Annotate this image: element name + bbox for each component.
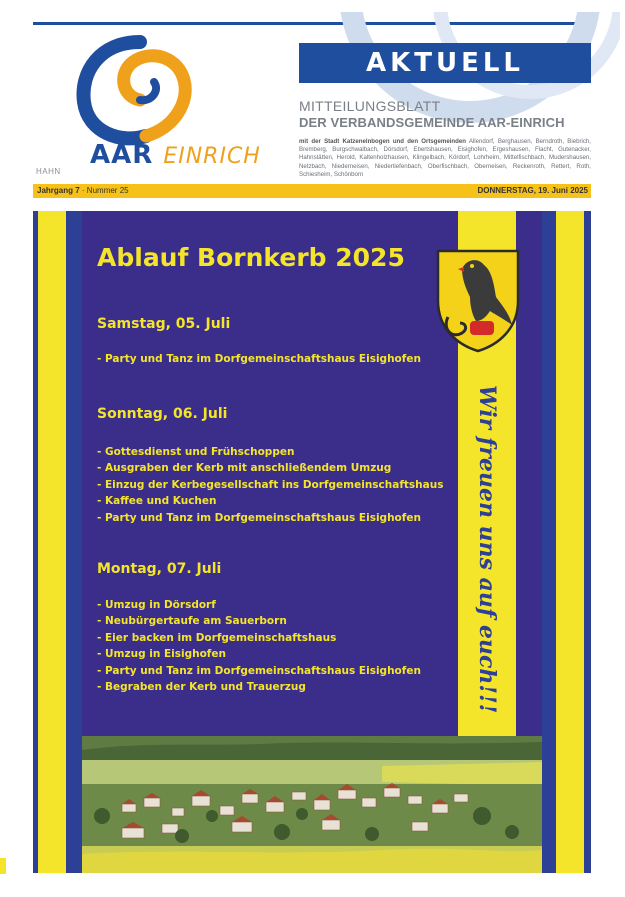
schedule-item: - Party und Tanz im Dorfgemeinschaftshaus Eisighofen	[97, 512, 421, 524]
page-edge-marker	[0, 858, 6, 874]
poster-left-stripe	[38, 211, 66, 873]
schedule-item: - Umzug in Dörsdorf	[97, 599, 216, 611]
aar-einrich-logo-icon	[70, 32, 210, 152]
schedule-item: - Ausgraben der Kerb mit anschließendem Umzug	[97, 462, 392, 474]
village-photo	[82, 736, 542, 873]
schedule-item: - Einzug der Kerbegesellschaft ins Dorfgemeinschaftshaus	[97, 479, 444, 491]
members-list: Allendorf, Berghausen, Berndroth, Biebrich, Bremberg, Burgschwalbach, Dörsdorf, Ebertshausen, Eisighofen, Ergeshausen, Flacht, Gutenacker, Hahnstätten, Herold, Kaltenholzhausen, Klingelbach, Kördorf, Lohrheim, Mittelfischbach, Mudershausen, Netzbach, Niederneisen, Niedertiefenbach, Oberfischbach, Oberneisen, Reckenroth, Rettert, Roth, Schiesheim, Schönborn	[299, 138, 591, 178]
schedule-item: - Umzug in Eisighofen	[97, 648, 226, 660]
vertical-message: Wir freuen uns auf euch!!!	[474, 385, 500, 714]
logo-text-aar: AAR	[90, 140, 154, 170]
issue-date: DONNERSTAG, 19. Juni 2025	[477, 186, 588, 195]
day-title-monday: Montag, 07. Juli	[97, 561, 222, 577]
schedule-item: - Party und Tanz im Dorfgemeinschaftshaus Eisighofen	[97, 665, 421, 677]
schedule-item: - Gottesdienst und Frühschoppen	[97, 446, 295, 458]
schedule-item: - Kaffee und Kuchen	[97, 495, 217, 507]
schedule-item: - Party und Tanz im Dorfgemeinschaftshaus Eisighofen	[97, 353, 421, 365]
issue-number: Nummer 25	[86, 186, 129, 195]
aktuell-title: AKTUELL	[365, 48, 524, 78]
schedule-item: - Eier backen im Dorfgemeinschaftshaus	[97, 632, 337, 644]
issue-volume: Jahrgang 7 · Nummer 25	[37, 186, 129, 195]
schedule-item: - Neubürgertaufe am Sauerborn	[97, 615, 287, 627]
members-intro: mit der Stadt Katzenelnbogen und den Ortsgemeinden	[299, 138, 466, 145]
newsletter-subtitle: DER VERBANDSGEMEINDE AAR-EINRICH	[299, 115, 565, 130]
poster-right-stripe	[556, 211, 584, 873]
day-title-sunday: Sonntag, 06. Juli	[97, 406, 228, 422]
logo-text-einrich: EINRICH	[163, 144, 261, 169]
day-title-saturday: Samstag, 05. Juli	[97, 316, 231, 332]
logo-wordmark	[90, 140, 261, 170]
poster-headline: Ablauf Bornkerb 2025	[97, 243, 405, 272]
location-label: HAHN	[36, 167, 61, 176]
coat-of-arms-icon	[432, 245, 524, 355]
volume-label: Jahrgang 7	[37, 186, 80, 195]
schedule-item: - Begraben der Kerb und Trauerzug	[97, 681, 306, 693]
newsletter-title: MITTEILUNGSBLATT	[299, 98, 441, 114]
member-municipalities	[299, 138, 591, 179]
